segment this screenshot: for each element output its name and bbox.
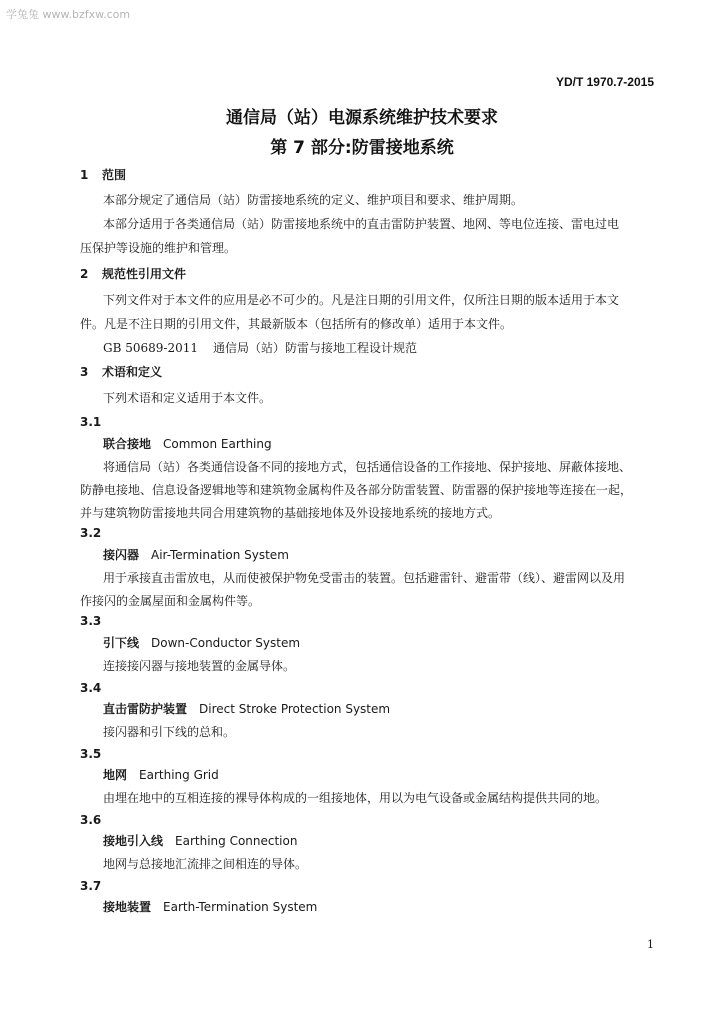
term-chinese: 接地装置 <box>103 900 152 914</box>
term-definition: 用于承接直击雷放电，从而使被保护物免受雷击的装置。包括避雷针、避雷带（线）、避雷网以及用 <box>103 571 626 585</box>
paragraph: 下列术语和定义适用于本文件。 <box>103 391 272 405</box>
term-definition: 地网与总接地汇流排之间相连的导体。 <box>103 857 308 871</box>
term-entry <box>103 635 683 651</box>
section-title: 范围 <box>102 168 127 182</box>
section-heading-1 <box>80 167 660 183</box>
document-number: YD/T 1970.7-2015 <box>555 75 654 89</box>
term-entry <box>103 899 683 915</box>
term-chinese: 接闪器 <box>103 548 140 562</box>
term-definition: 由埋在地中的互相连接的裸导体构成的一组接地体，用以为电气设备或金属结构提供共同的地。 <box>103 791 608 805</box>
term-number: 3.3 <box>80 614 102 628</box>
section-heading-3 <box>80 364 660 380</box>
term-chinese: 直击雷防护装置 <box>103 702 188 716</box>
section-number: 2 <box>80 267 89 281</box>
reference-title: 通信局（站）防雷与接地工程设计规范 <box>213 341 418 355</box>
term-chinese: 地网 <box>103 768 128 782</box>
normative-reference <box>103 340 683 356</box>
term-definition-continuation: 防静电接地、信息设备逻辑地等和建筑物金属构件及各部分防雷装置、防雷器的保护接地等连接在一起， <box>80 483 633 497</box>
term-number: 3.2 <box>80 526 102 540</box>
term-entry <box>103 547 683 563</box>
section-title: 术语和定义 <box>102 365 163 379</box>
term-definition-continuation: 作接闪的金属屋面和金属构件等。 <box>80 594 261 608</box>
paragraph: 下列文件对于本文件的应用是必不可少的。凡是注日期的引用文件，仅所注日期的版本适用于本文 <box>103 293 620 307</box>
term-english: Earth-Termination System <box>163 900 318 914</box>
term-entry <box>103 701 683 717</box>
term-definition: 接闪器和引下线的总和。 <box>103 725 236 739</box>
paragraph-continuation: 件。凡是不注日期的引用文件，其最新版本（包括所有的修改单）适用于本文件。 <box>80 317 513 331</box>
term-entry <box>103 436 683 452</box>
watermark: 学兔兔 www.bzfxw.com <box>6 8 131 21</box>
term-definition: 连接接闪器与接地装置的金属导体。 <box>103 659 296 673</box>
section-title: 规范性引用文件 <box>102 267 187 281</box>
term-number: 3.1 <box>80 415 102 429</box>
term-english: Air-Termination System <box>151 548 289 562</box>
term-definition-continuation: 并与建筑物防雷接地共同合用建筑物的基础接地体及外设接地系统的接地方式。 <box>80 506 501 520</box>
term-number: 3.4 <box>80 681 102 695</box>
paragraph-continuation: 压保护等设施的维护和管理。 <box>80 241 237 255</box>
page-number: 1 <box>647 938 654 951</box>
document-title: 通信局（站）电源系统维护技术要求 <box>226 108 498 128</box>
paragraph: 本部分适用于各类通信局（站）防雷接地系统中的直击雷防护装置、地网、等电位连接、雷电过电 <box>103 217 620 231</box>
term-english: Common Earthing <box>163 437 272 451</box>
paragraph: 本部分规定了通信局（站）防雷接地系统的定义、维护项目和要求、维护周期。 <box>103 193 524 207</box>
reference-code: GB 50689-2011 <box>103 341 198 355</box>
term-english: Earthing Connection <box>175 834 298 848</box>
term-entry <box>103 767 683 783</box>
term-number: 3.5 <box>80 747 102 761</box>
term-definition: 将通信局（站）各类通信设备不同的接地方式，包括通信设备的工作接地、保护接地、屏蔽体接地、 <box>103 460 632 474</box>
document-subtitle: 第 7 部分:防雷接地系统 <box>270 138 454 158</box>
term-number: 3.7 <box>80 879 102 893</box>
term-number: 3.6 <box>80 813 102 827</box>
term-english: Earthing Grid <box>139 768 219 782</box>
section-number: 3 <box>80 365 89 379</box>
term-english: Down-Conductor System <box>151 636 301 650</box>
term-chinese: 接地引入线 <box>103 834 164 848</box>
term-chinese: 引下线 <box>103 636 140 650</box>
term-english: Direct Stroke Protection System <box>199 702 391 716</box>
term-chinese: 联合接地 <box>103 437 152 451</box>
section-number: 1 <box>80 168 89 182</box>
term-entry <box>103 833 683 849</box>
section-heading-2 <box>80 266 660 282</box>
